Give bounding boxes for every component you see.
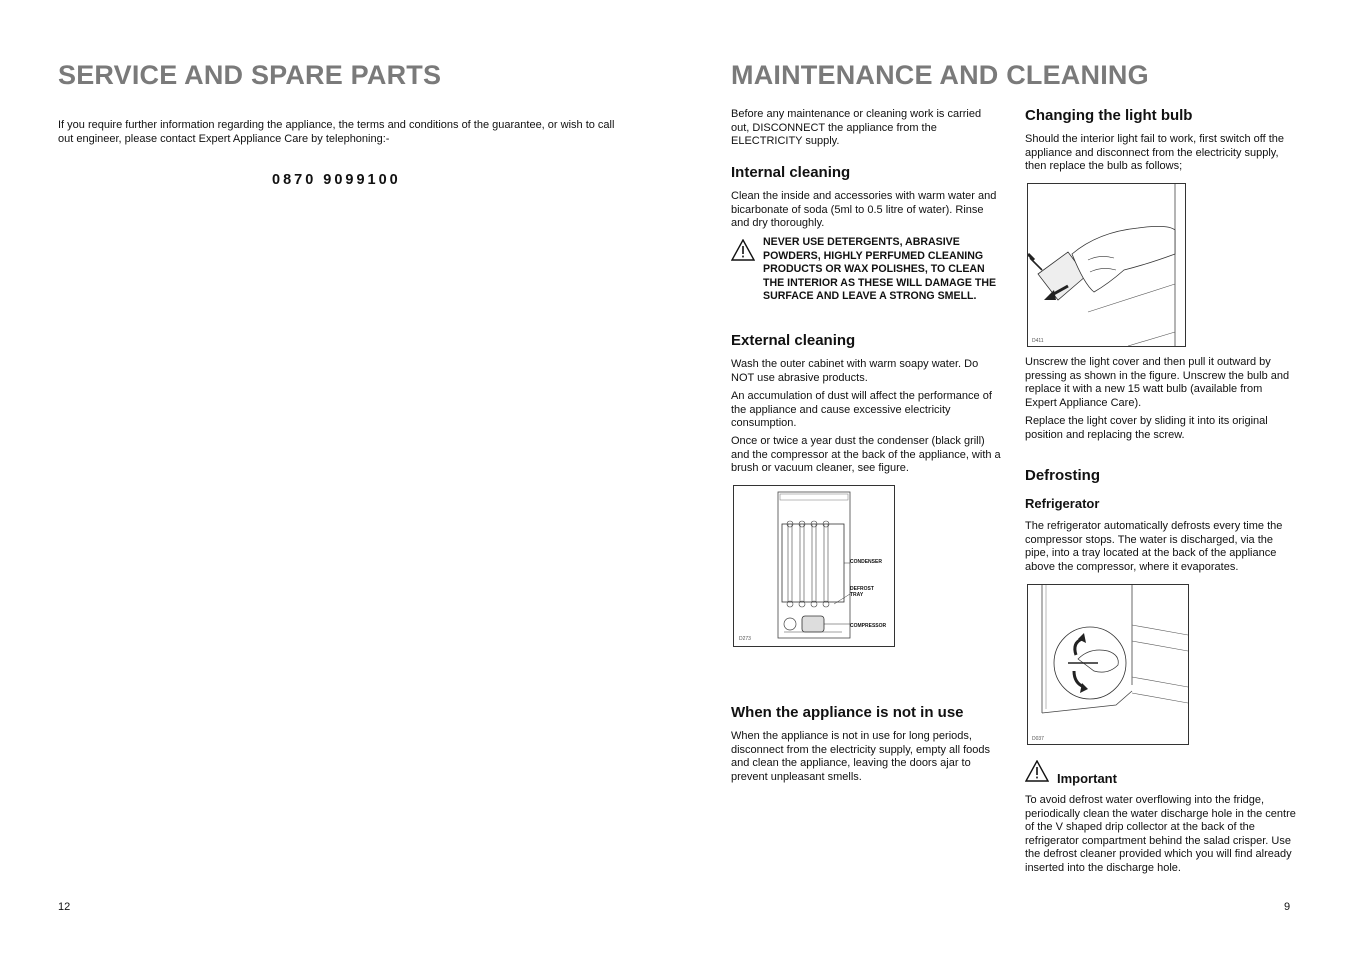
important-label: Important: [1057, 771, 1117, 786]
service-phone-number: 0870 9099100: [272, 172, 401, 188]
defrost-figure-code: D037: [1032, 736, 1044, 742]
light-bulb-illustration: [1028, 184, 1185, 346]
condenser-figure: [733, 485, 895, 647]
defrost-illustration: [1028, 585, 1188, 744]
defrost-tray-label-1: DEFROST: [850, 586, 874, 592]
maintenance-title: MAINTENANCE AND CLEANING: [731, 60, 1149, 90]
warning-icon: [731, 239, 755, 266]
condenser-illustration: [734, 486, 894, 646]
internal-cleaning-warning: NEVER USE DETERGENTS, ABRASIVE POWDERS, HIGHLY PERFUMED CLEANING PRODUCTS OR WAX POLISHES, TO CLEAN THE INTERIOR AS THESE WILL DAMAGE THE SURFACE AND LEAVE A STRONG SMELL.: [763, 236, 997, 303]
light-bulb-figure: [1027, 183, 1186, 347]
light-bulb-figure-code: D411: [1032, 338, 1044, 344]
service-intro: If you require further information regarding the appliance, the terms and conditions of the guarantee, or wish to call out engineer, please contact Expert Appliance Care by telephoning:-: [58, 119, 615, 145]
external-cleaning-text-2: An accumulation of dust will affect the performance of the appliance and cause excessive electricity consumption.: [731, 390, 992, 430]
defrosting-heading: Defrosting: [1025, 467, 1100, 484]
refrigerator-subheading: Refrigerator: [1025, 496, 1100, 511]
internal-cleaning-text: Clean the inside and accessories with warm water and bicarbonate of soda (5ml to 0.5 litre of water). Rinse and dry thoroughly.: [731, 190, 997, 230]
condenser-label: CONDENSER: [850, 559, 882, 565]
defrost-figure: [1027, 584, 1189, 745]
important-warning-icon: [1025, 760, 1049, 787]
page-number-right: 9: [1284, 901, 1291, 913]
defrost-tray-label-2: TRAY: [850, 592, 864, 598]
internal-cleaning-heading: Internal cleaning: [731, 164, 851, 181]
service-title: SERVICE AND SPARE PARTS: [58, 60, 442, 90]
light-bulb-text-1: Should the interior light fail to work, first switch off the appliance and disconnect from the electricity supply, then replace the bulb as follows;: [1025, 133, 1285, 173]
light-bulb-text-2: Unscrew the light cover and then pull it outward by pressing as shown in the figure. Unscrew the bulb and replace it with a new 15 watt bulb (available from Expert Appliance Care).: [1025, 356, 1290, 409]
external-cleaning-heading: External cleaning: [731, 332, 856, 349]
external-cleaning-text-1: Wash the outer cabinet with warm soapy water. Do NOT use abrasive products.: [731, 358, 979, 384]
condenser-figure-code: D273: [739, 636, 751, 642]
light-bulb-text-3: Replace the light cover by sliding it into its original position and replacing the screw.: [1025, 415, 1268, 441]
page-number-left: 12: [58, 901, 71, 913]
defrosting-text: The refrigerator automatically defrosts every time the compressor stops. The water is discharged, via the pipe, into a tray located at the back of the appliance above the compressor, where it evaporates.: [1025, 520, 1283, 573]
external-cleaning-text-3: Once or twice a year dust the condenser (black grill) and the compressor at the back of the appliance, with a brush or vacuum cleaner, see figure.: [731, 435, 1001, 475]
compressor-label: COMPRESSOR: [850, 623, 887, 629]
not-in-use-text: When the appliance is not in use for long periods, disconnect from the electricity supply, empty all foods and clean the appliance, leaving the doors ajar to prevent unpleasant smells.: [731, 730, 991, 783]
not-in-use-heading: When the appliance is not in use: [731, 704, 964, 721]
light-bulb-heading: Changing the light bulb: [1025, 107, 1193, 124]
maintenance-intro: Before any maintenance or cleaning work is carried out, DISCONNECT the appliance from the ELECTRICITY supply.: [731, 108, 982, 148]
important-text: To avoid defrost water overflowing into the fridge, periodically clean the water discharge hole in the centre of the V shaped drip collector at the back of the refrigerator compartment behind the salad crisper. Use the defrost cleaner provided which you will find already inserted into the discharge hole.: [1025, 794, 1296, 874]
